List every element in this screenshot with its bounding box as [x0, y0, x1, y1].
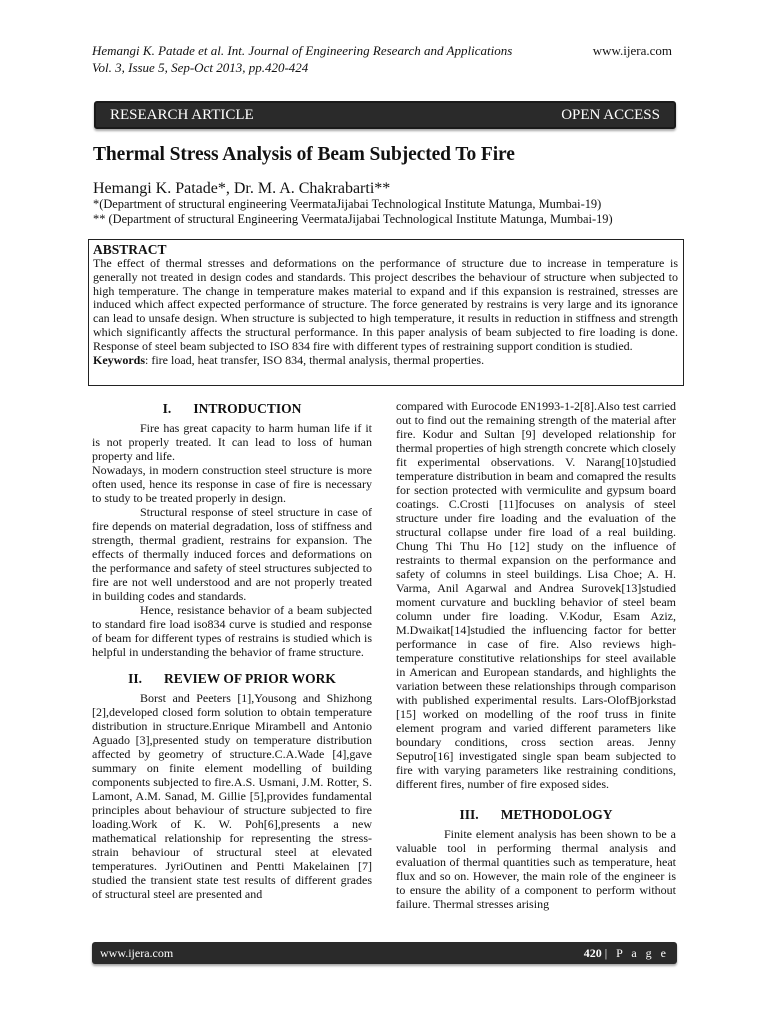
- page-label: | P a g e: [604, 945, 669, 960]
- research-article-label: RESEARCH ARTICLE: [110, 106, 254, 123]
- journal-citation: Hemangi K. Patade et al. Int. Journal of Engineering Research and Applications: [92, 43, 513, 58]
- section-title: INTRODUCTION: [193, 401, 302, 416]
- keywords-label: Keywords: [93, 352, 145, 367]
- affiliation-2: ** (Department of structural Engineering VeermataJijabai Technological Institute Matunga, Mumbai-19): [93, 212, 613, 226]
- paper-title: Thermal Stress Analysis of Beam Subjected To Fire: [93, 144, 515, 165]
- author-list: Hemangi K. Patade*, Dr. M. A. Chakrabarti**: [93, 180, 391, 197]
- footer-website-link[interactable]: www.ijera.com: [100, 945, 174, 960]
- paragraph: Structural response of steel structure in case of fire depends on material degradation, loss of stiffness and strength, thermal gradient, restrains for expansion. The effects of thermally induced forces and deformations on the performance and safety of steel structures subjected to fire are not well understood and are not properly treated in building codes and standards.: [92, 505, 372, 603]
- section-title: REVIEW OF PRIOR WORK: [163, 671, 336, 686]
- paragraph: Hence, resistance behavior of a beam subjected to standard fire load iso834 curve is studied and response of beam for different types of restrains is studied which is helpful in understanding the behavior of frame structure.: [92, 603, 372, 659]
- keywords-text: : fire load, heat transfer, ISO 834, thermal analysis, thermal properties.: [145, 352, 485, 367]
- open-access-label: OPEN ACCESS: [561, 106, 660, 123]
- paragraph: Borst and Peeters [1],Yousong and Shizhong [2],developed closed form solution to obtain temperature distribution in structure.Enrique Mirambell and Antonio Aguado [3],presented study on temperature distribution affected by geometry of structure.C.A.Wade [4],gave summary on finite element modelling of building components subjected to fire.A.S. Usmani, J.M. Rotter, S. Lamont, A.M. Sanad, M. Gillie [5],provides fundamental principles about behaviour of structure subjected to fire loading.Work of K. W. Poh[6],presents a new mathematical relationship for representing the stress-strain behaviour of structural steel at elevated temperatures. JyriOutinen and Pentti Makelainen [7] studied the transient state test results of different grades of structural steel are presented and: [92, 691, 372, 901]
- header-website-link[interactable]: www.ijera.com: [592, 43, 672, 58]
- section-heading-review: [92, 671, 372, 687]
- page-number: [584, 946, 669, 961]
- section-title: METHODOLOGY: [500, 807, 613, 822]
- section-heading-methodology: [396, 807, 676, 823]
- section-number: II.: [128, 671, 142, 686]
- right-column: [396, 399, 676, 911]
- running-header: [92, 42, 572, 76]
- paragraph: Nowadays, in modern construction steel structure is more often used, hence its response in case of fire is necessary to study to be treated properly in design.: [92, 463, 372, 505]
- left-column: [92, 399, 372, 901]
- section-heading-introduction: [92, 401, 372, 417]
- abstract-box: [88, 239, 684, 386]
- keywords-line: [93, 354, 678, 368]
- abstract-text: The effect of thermal stresses and deformations on the performance of structure due to increase in temperature is generally not treated in design codes and standards. This project describes the behaviour of structure when subjected to high temperature. The change in temperature makes material to expand and if this expansion is restrained, stresses are induced which affect expected performance of structure. The force generated by restrains is very large and its ignorance can lead to unsafe design. When structure is subjected to high temperature, it results in reduction in stiffness and strength which significantly affects the structural performance. In this paper analysis of beam subjected to fire loading is done. Response of steel beam subjected to ISO 834 fire with different types of restraining support condition is studied.: [93, 256, 678, 353]
- abstract-heading: ABSTRACT: [93, 242, 167, 257]
- paragraph: Fire has great capacity to harm human life if it is not properly treated. It can lead to loss of human property and life.: [92, 421, 372, 463]
- paragraph: compared with Eurocode EN1993-1-2[8].Also test carried out to find out the remaining strength of the material after fire. Kodur and Sultan [9] developed relationship for thermal properties of high strength concrete which closely fit experimental observations. V. Narang[10]studied temperature distribution in beam and comapred the results for section protected with vermiculite and gypsum board coatings. C.Crosti [11]focuses on analysis of steel structure under fire loading and the evaluation of the structural collapse under fire load of a real building. Chung Thi Thu Ho [12] study on the influence of restraints to thermal expansion on the performance and safety of columns in steel buildings. Lisa Choe; A. H. Varma, Anil Agarwal and Andrea Surovek[13]studied moment curvature and buckling behavior of steel beam column under fire loading. V.Kodur, Esam Aziz, M.Dwaikat[14]studied the influencing factor for better performance in case of fire. Also reviews high-temperature constitutive relationships for steel available in American and European standards, and highlights the variation between these relationships through comparison with published experimental results. Lars-OlofBjorkstad [15] worked on modelling of the roof truss in finite element program and varied different parameters like boundary conditions, cross section areas. Jenny Seputro[16] investigated single span beam subjected to fire with varying parameters like restraining conditions, different fires, number of fire exposed sides.: [396, 399, 676, 791]
- section-number: III.: [459, 807, 479, 822]
- page-number-value: 420: [583, 945, 602, 960]
- volume-issue: Vol. 3, Issue 5, Sep-Oct 2013, pp.420-424: [92, 60, 309, 75]
- affiliation-1: *(Department of structural engineering VeermataJijabai Technological Institute Matunga, Mumbai-19): [93, 197, 602, 211]
- paragraph: Finite element analysis has been shown to be a valuable tool in performing thermal analysis and evaluation of thermal quantities such as temperature, heat flux and so on. However, the main role of the engineer is to ensure the ability of a component to perform without failure. Thermal stresses arising: [396, 827, 676, 911]
- article-banner: [94, 101, 676, 129]
- page-footer: [92, 942, 677, 964]
- section-number: I.: [162, 401, 172, 416]
